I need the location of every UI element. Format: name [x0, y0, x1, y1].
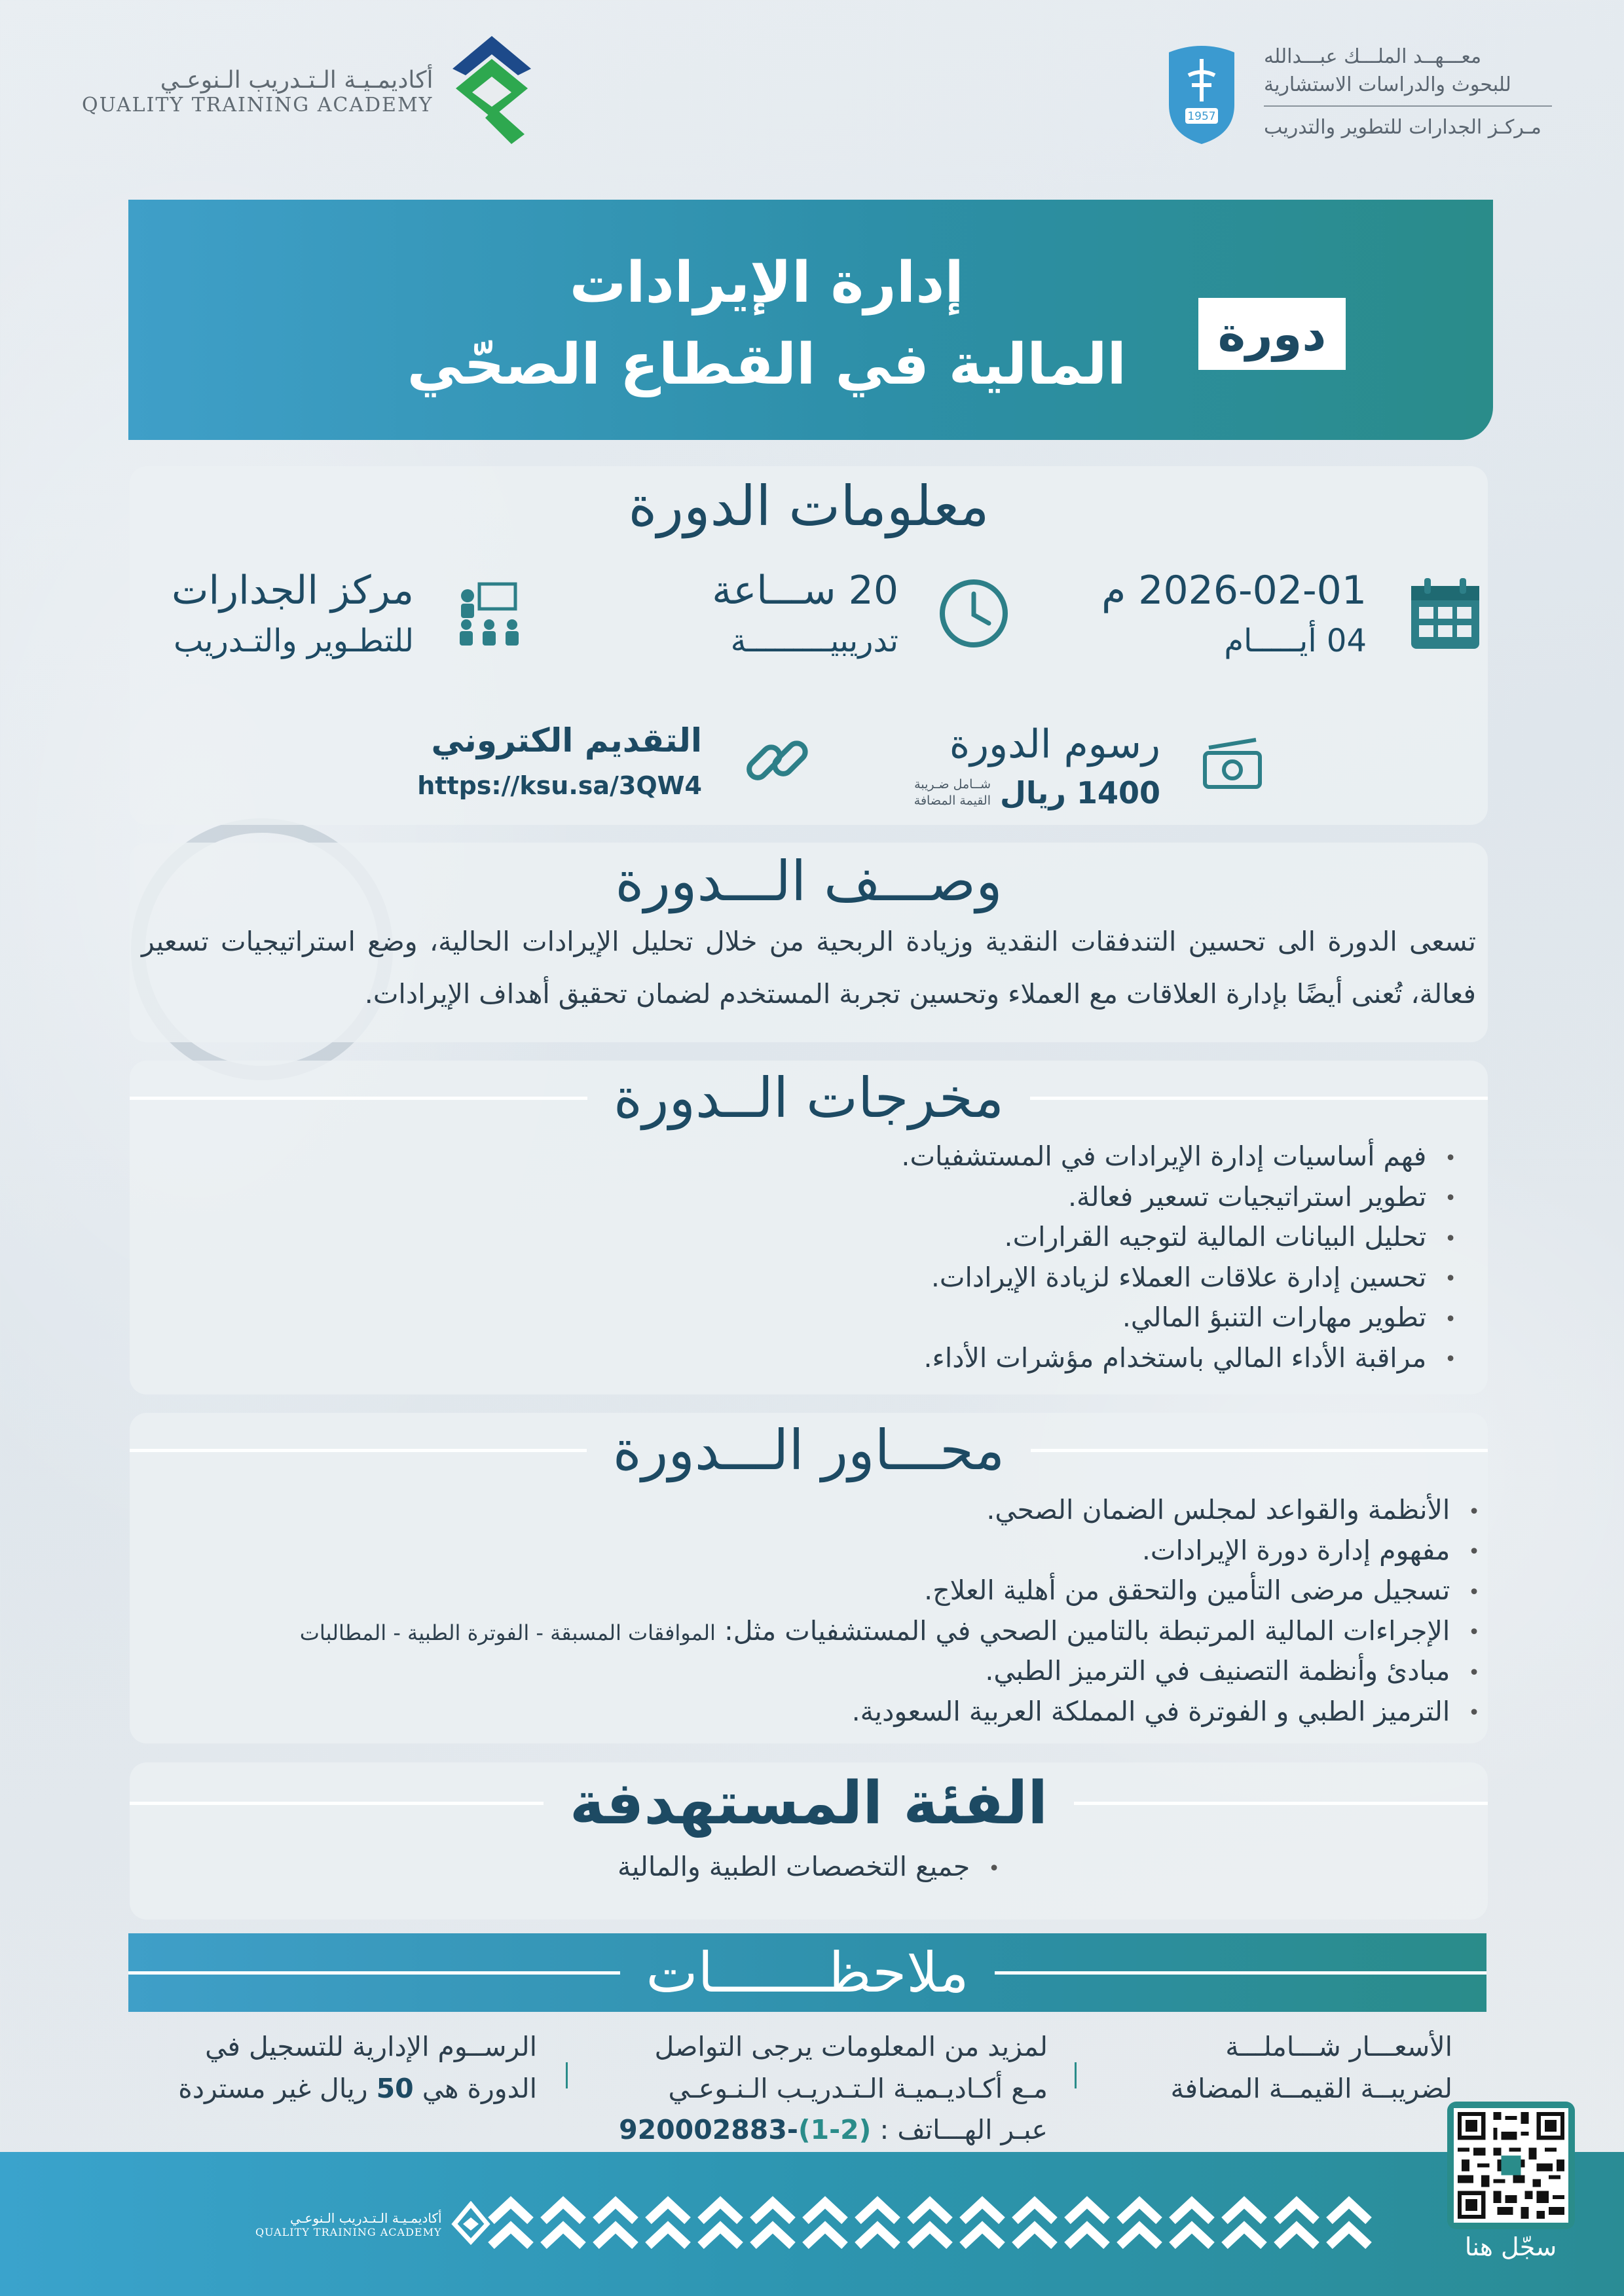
list-item-text: تطوير مهارات التنبؤ المالي.: [1122, 1302, 1427, 1333]
list-item: [130, 1571, 1480, 1611]
list-item: [130, 1531, 1480, 1571]
fees-text: [914, 721, 1160, 811]
institute-name: [1264, 45, 1552, 139]
list-item: [130, 1177, 1456, 1218]
list-item: [130, 1651, 1480, 1692]
admin-fee-text-a: الدورة هي: [422, 2072, 537, 2104]
topics-heading-row: [130, 1418, 1488, 1482]
institute-line-1: معـــهــد الملـــك عبـــدالله: [1264, 45, 1482, 68]
outcomes-list: [130, 1137, 1456, 1378]
fees-vat-note-2: القيمة المضافة: [913, 793, 991, 808]
audience-card: [130, 1762, 1488, 1920]
list-item: [130, 1298, 1456, 1338]
course-title: [407, 242, 1126, 405]
phone-number[interactable]: [619, 2114, 871, 2145]
list-item-text: مراقبة الأداء المالي باستخدام مؤشرات الأداء.: [923, 1341, 1427, 1374]
note-contact-line-1: لمزيد من المعلومات يرجى التواصل: [654, 2031, 1048, 2062]
list-item: [130, 1847, 1488, 1887]
list-item: [130, 1611, 1480, 1652]
list-item-text: مفهوم إدارة دورة الإيرادات.: [1141, 1534, 1450, 1566]
notes-banner: [128, 1933, 1486, 2012]
audience-heading: الفئة المستهدفة: [569, 1769, 1048, 1838]
title-banner: [128, 200, 1493, 440]
header: [0, 26, 1624, 157]
money-icon: [1200, 733, 1265, 799]
center-text: [172, 568, 414, 659]
institute-line-2: للبحوث والدراسات الاستشارية: [1264, 73, 1511, 96]
fees-title: رسوم الدورة: [949, 721, 1160, 767]
course-title-line-1: إدارة الإيرادات: [569, 250, 964, 316]
footer: [0, 2152, 1624, 2296]
admin-fee-text-b: ريال غير مستردة: [178, 2072, 368, 2104]
academy-name-ar: أكاديمـيـة الـتـدريب الـنوعـي: [160, 67, 434, 94]
divider: [995, 1971, 1486, 1975]
hours-info: [712, 568, 1010, 659]
academy-logo-block: [82, 36, 538, 147]
note-contact-line-3: [583, 2109, 1048, 2151]
training-hours: 20 ســـاعة: [712, 568, 898, 613]
note-admin-fee: [144, 2026, 537, 2109]
start-date: 2026-02-01 م: [1101, 568, 1367, 613]
notes-heading: ملاحظـــــــات: [646, 1941, 969, 2005]
note-contact-line-2: مـع أكـاديـميـة الـتـدريـب الـنـوعـي: [668, 2072, 1048, 2104]
phone-extension: (1-2): [798, 2114, 872, 2146]
divider: [130, 1097, 587, 1100]
institute-line-3: مـركـز الجدارات للتطوير والتدريب: [1264, 115, 1541, 139]
footer-academy-ar: أكاديمـيـة الـتـدريب الـنوعـي: [290, 2210, 442, 2226]
description-heading: وصـــف الـــدورة: [615, 849, 1003, 913]
footer-academy-logo: [255, 2201, 490, 2247]
ksu-seal-icon: [1166, 39, 1238, 144]
fees-vat-note-1: شــامل ضـريبة: [914, 777, 991, 792]
phone-main: 920002883-: [619, 2114, 798, 2146]
list-item-text: تحليل البيانات المالية لتوجيه القرارات.: [1004, 1221, 1427, 1252]
description-text: تسعى الدورة الى تحسين التندفقات النقدية وزيادة الربحية من خلال تحليل الإيرادات الحالية، وضع استراتيجيات تسعير فعالة، تُعنى أيضًا بإدارة العلاقات مع العملاء وتحسين تجربة المستخدم لضمان تحقيق أهداف الإيرادات.: [141, 926, 1476, 1010]
center-name: مركز الجدارات: [172, 568, 414, 613]
outcomes-heading: مخرجات الــدورة: [613, 1066, 1005, 1130]
outcomes-card: [130, 1061, 1488, 1394]
audience-heading-row: [130, 1769, 1488, 1838]
center-name-sub: للتطـوير والتـدريب: [174, 623, 414, 659]
clock-icon: [938, 577, 1010, 649]
divider: [130, 1802, 544, 1805]
footer-academy-en: QUALITY TRAINING ACADEMY: [255, 2225, 442, 2238]
ksu-logo-block: [1166, 39, 1552, 144]
classroom-icon: [453, 577, 525, 649]
footer-logo-icon: [451, 2201, 490, 2247]
link-icon: [741, 725, 813, 797]
fees-row: [914, 775, 1160, 811]
qr-code-icon: [1454, 2108, 1568, 2223]
outcomes-heading-row: [130, 1066, 1488, 1130]
divider: [1264, 105, 1552, 107]
list-item: [130, 1692, 1480, 1732]
description-card: [130, 843, 1488, 1042]
note-vat-line-2: لضريبــة القيمــة المضافة: [1170, 2072, 1452, 2104]
topics-heading: محـــاور الـــدورة: [612, 1418, 1005, 1482]
chevron-pattern: [485, 2188, 1388, 2260]
register-label[interactable]: سجّل هنا: [1464, 2232, 1557, 2261]
note-separator: [566, 2062, 568, 2088]
notes-heading-row: [128, 1933, 1486, 2012]
list-item: [130, 1490, 1480, 1531]
topics-card: [130, 1413, 1488, 1743]
list-item: [130, 1258, 1456, 1298]
divider: [130, 1449, 587, 1452]
date-text: [1101, 568, 1367, 659]
note-contact: [583, 2026, 1048, 2151]
list-item-text: مبادئ وأنظمة التصنيف في الترميز الطبي.: [985, 1655, 1450, 1686]
note-vat: [1125, 2026, 1452, 2109]
list-item-text: الأنظمة والقواعد لمجلس الضمان الصحي.: [986, 1494, 1450, 1525]
list-item: [130, 1137, 1456, 1177]
list-item-text: تسجيل مرضى التأمين والتحقق من أهلية العلاج.: [924, 1575, 1450, 1606]
seal-year: 1957: [1187, 110, 1216, 123]
admin-fee-amount: 50: [376, 2072, 414, 2104]
training-hours-sub: تدريبيـــــــــة: [730, 623, 898, 659]
note-admin-fee-line-1: الرســوم الإدارية للتسجيل في: [205, 2031, 537, 2062]
course-title-line-2: المالية في القطاع الصحّي: [407, 331, 1126, 397]
date-info: [1101, 568, 1485, 659]
footer-academy-name: [255, 2210, 442, 2238]
list-item-text: الإجراءات المالية المرتبطة بالتامين الصحي في المستشفيات مثل:: [724, 1614, 1450, 1647]
topics-list: [130, 1490, 1480, 1732]
fees-vat-note: [914, 776, 991, 809]
note-vat-line-1: الأسعـــار شـــاملـــة: [1225, 2031, 1452, 2062]
list-item-subtext: الموافقات المسبقة - الفوترة الطبية - المطالبات: [299, 1620, 716, 1645]
register-qr[interactable]: [1447, 2102, 1575, 2229]
academy-name-en: QUALITY TRAINING ACADEMY: [82, 94, 434, 117]
list-item: [130, 1338, 1456, 1379]
divider: [128, 1971, 620, 1975]
duration-days: 04 أيـــــام: [1224, 623, 1367, 659]
academy-logo-icon: [446, 36, 538, 147]
list-item-text: الترميز الطبي و الفوترة في المملكة العربية السعودية.: [851, 1695, 1450, 1727]
divider: [1031, 1449, 1488, 1452]
list-item-text: تحسين إدارة علاقات العملاء لزيادة الإيرادات.: [931, 1261, 1427, 1293]
list-item-text: فهم أساسيات إدارة الإيرادات في المستشفيات.: [901, 1140, 1427, 1172]
course-info-heading: معلومات الدورة: [628, 474, 989, 538]
calendar-icon: [1406, 574, 1485, 653]
academy-name: [82, 67, 433, 117]
course-info-card: [130, 466, 1488, 825]
apply-text: [417, 721, 702, 800]
list-item-text: تطوير استراتيجيات تسعير فعالة.: [1067, 1180, 1427, 1212]
divider: [1074, 1802, 1488, 1805]
hours-text: [712, 568, 898, 659]
center-info: [172, 568, 525, 659]
fees-amount: 1400 ريال: [1000, 775, 1160, 811]
apply-info: [417, 721, 813, 800]
audience-list: [130, 1847, 1488, 1887]
divider: [1030, 1097, 1488, 1100]
apply-link[interactable]: https://ksu.sa/3QW4: [417, 771, 702, 800]
note-separator: [1075, 2062, 1077, 2088]
apply-title: التقديم الكتروني: [431, 721, 702, 759]
course-badge: دورة: [1198, 298, 1346, 370]
fees-info: [914, 721, 1265, 811]
list-item-text: جميع التخصصات الطبية والمالية: [618, 1851, 970, 1882]
phone-label: عبـر الهـــاتف :: [879, 2114, 1048, 2146]
note-admin-fee-line-2: [144, 2068, 537, 2110]
list-item: [130, 1217, 1456, 1258]
